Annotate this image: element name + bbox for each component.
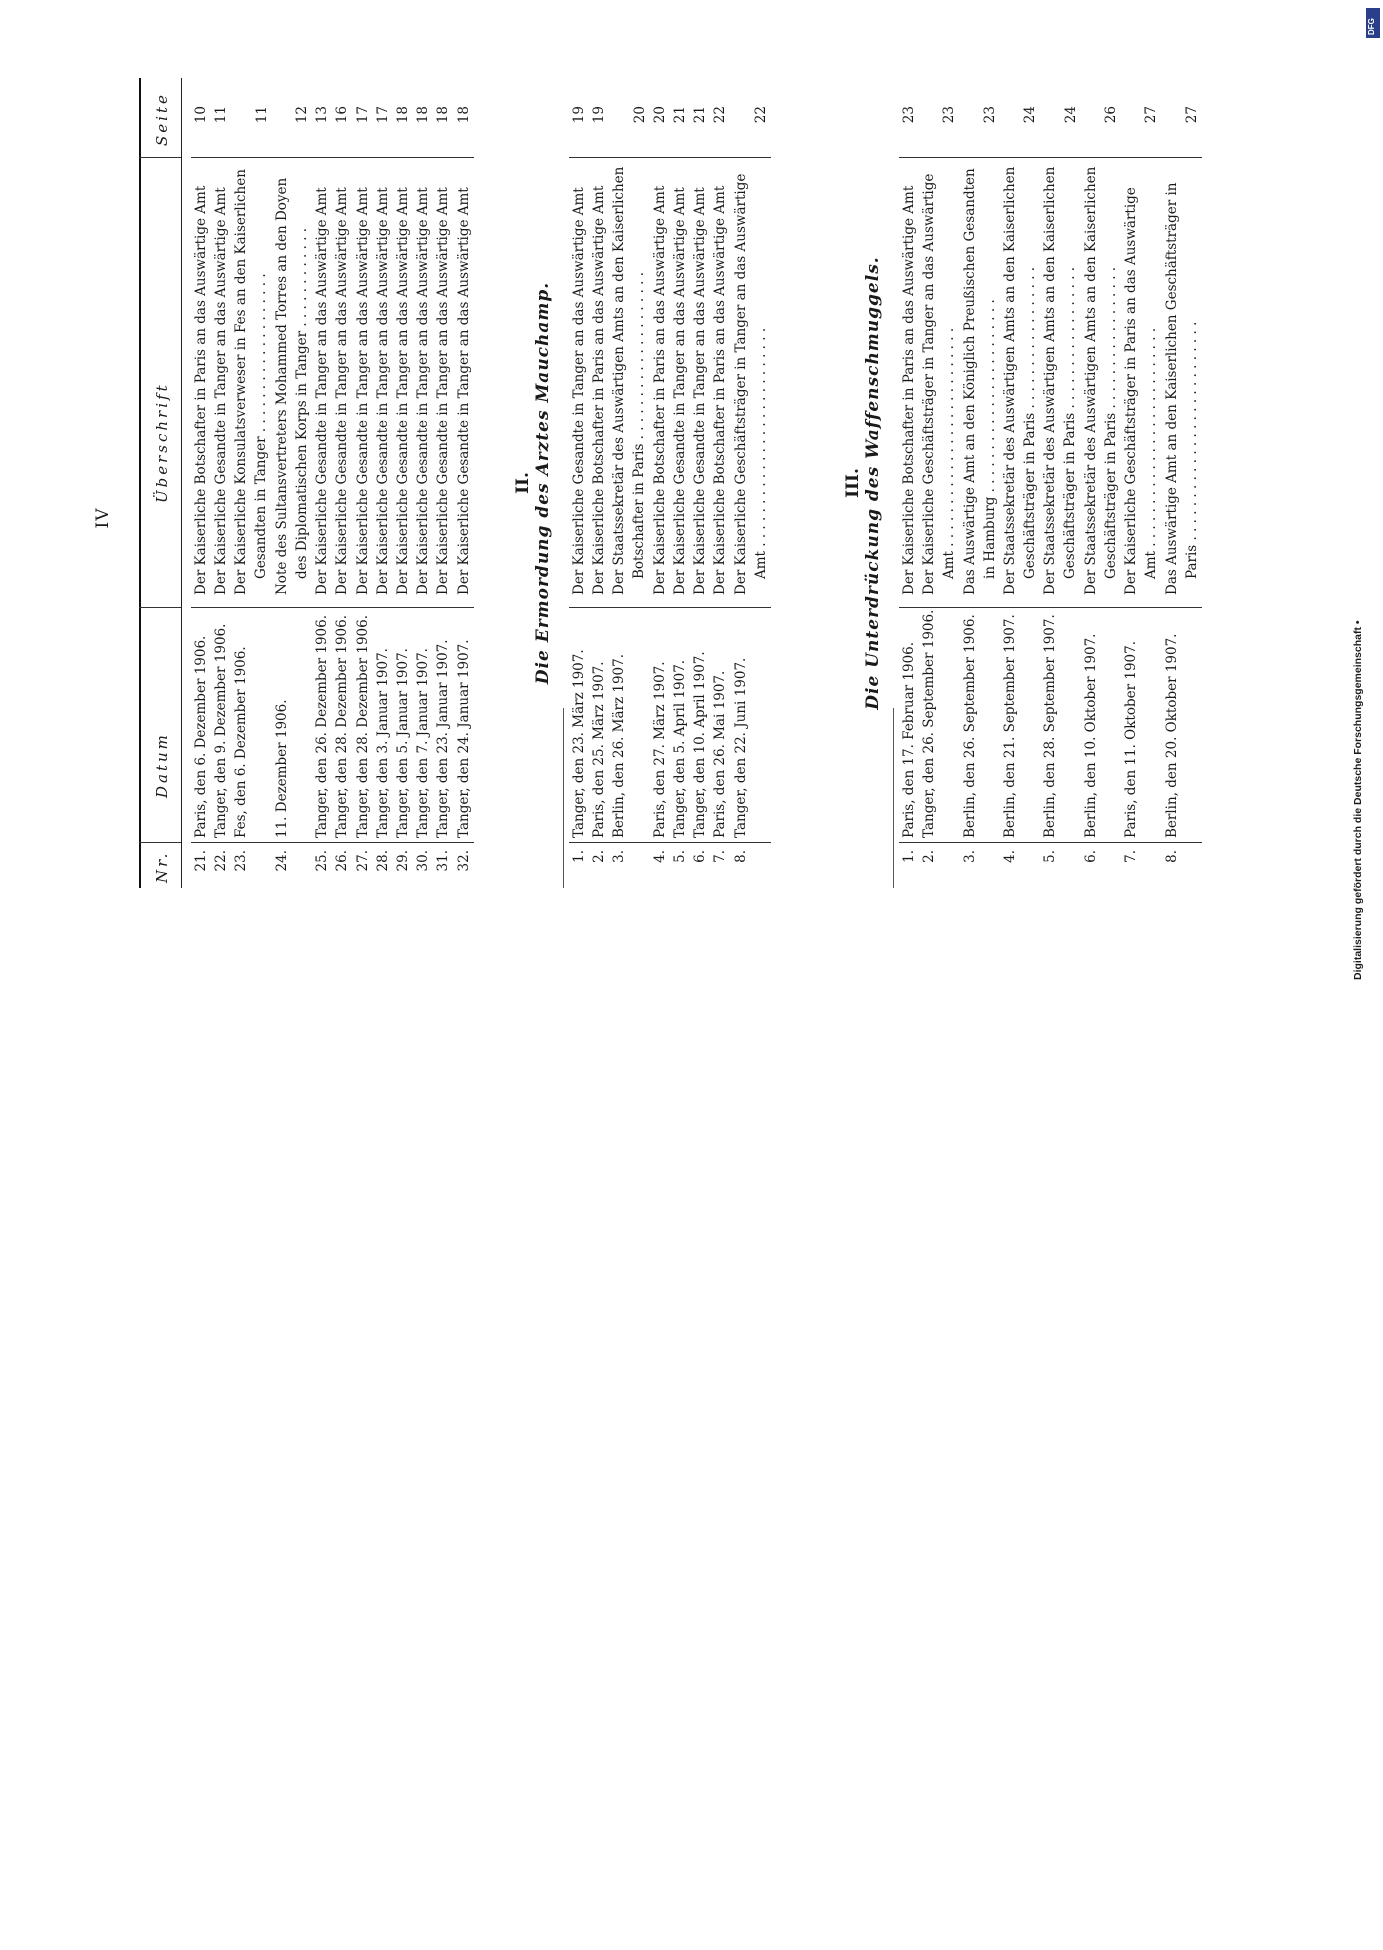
row-heading-line: Der Kaiserliche Gesandte in Tanger an das Auswärtige Amt	[334, 187, 351, 595]
row-page: 20	[631, 106, 648, 124]
row-page: 11	[213, 106, 230, 124]
row-heading	[1121, 165, 1161, 595]
side-note: Digitalisierung gefördert durch die Deutsche Forschungsgemeinschaft •	[1352, 620, 1364, 980]
row-heading	[454, 165, 474, 595]
header-ueberschrift: Überschrift	[153, 382, 171, 503]
row-date: Paris, den 11. Oktober 1907.	[1123, 640, 1140, 838]
row-heading	[1000, 165, 1040, 595]
row-heading-line: Der Staatssekretär des Auswärtigen Amts an den Kaiserlichen	[611, 166, 628, 595]
row-date: Fes, den 6. Dezember 1906.	[233, 646, 250, 838]
row-heading	[670, 165, 690, 595]
row-heading-line: Der Kaiserliche Gesandte in Tanger an das Auswärtige Amt	[435, 187, 452, 595]
row-heading	[899, 165, 919, 595]
row-heading	[312, 165, 332, 595]
row-heading-line: Der Kaiserliche Gesandte in Tanger an das Auswärtige Amt	[571, 187, 587, 595]
row-date: Tanger, den 22. Juni 1907.	[732, 657, 749, 838]
row-heading-line: Geschäftsträger in Paris . . . . . . . . . . . . . . . . .	[1062, 266, 1079, 579]
row-date: Berlin, den 20. Oktober 1907.	[1163, 633, 1180, 838]
row-page: 23	[941, 106, 958, 124]
header-seite: Seite	[153, 92, 171, 146]
column-divider	[899, 157, 1202, 158]
row-heading-line: Amt . . . . . . . . . . . . . . . . . . . . . . . . . .	[941, 327, 958, 579]
row-page: 17	[374, 106, 391, 124]
row-date: Tanger, den 26. Dezember 1906.	[314, 614, 331, 838]
row-number: 4.	[651, 850, 668, 863]
row-page: 18	[395, 106, 411, 124]
row-page: 21	[692, 106, 709, 124]
row-page: 19	[591, 106, 608, 124]
row-heading-line: Der Staatssekretär des Auswärtigen Amts an den Kaiserlichen	[1082, 166, 1099, 595]
header-top-rule	[139, 78, 141, 888]
row-heading	[1081, 165, 1121, 595]
column-divider	[191, 842, 474, 843]
row-number: 2.	[591, 850, 608, 863]
row-heading	[191, 165, 211, 595]
column-divider	[899, 842, 1202, 843]
row-date: Berlin, den 21. September 1907.	[1002, 614, 1018, 838]
column-divider	[191, 607, 474, 608]
row-page: 11	[253, 106, 270, 124]
row-heading-line: Der Kaiserliche Geschäftsträger in Tanger an das Auswärtige	[921, 173, 938, 595]
row-heading	[1040, 165, 1080, 595]
row-page: 26	[1102, 106, 1119, 124]
row-page: 17	[354, 106, 371, 124]
row-heading	[690, 165, 710, 595]
row-page: 13	[314, 106, 331, 124]
row-heading-line: Amt . . . . . . . . . . . . . . . . . . . . . . . . . .	[1143, 327, 1160, 579]
header-bottom-rule	[181, 78, 182, 888]
column-divider	[569, 842, 771, 843]
row-page: 27	[1143, 106, 1160, 124]
row-heading	[609, 165, 649, 595]
row-heading	[710, 165, 730, 595]
row-heading-line: Der Kaiserliche Konsulatsverweser in Fes an den Kaiserlichen	[233, 169, 250, 595]
row-number: 3.	[611, 850, 628, 863]
row-heading-line: Der Kaiserliche Gesandte in Tanger an das Auswärtige Amt	[374, 187, 391, 595]
row-heading	[393, 165, 413, 595]
row-heading-line: Der Kaiserliche Gesandte in Tanger an das Auswärtige Amt	[354, 187, 371, 595]
row-heading-line: Der Staatssekretär des Auswärtigen Amts an den Kaiserlichen	[1002, 166, 1018, 595]
section-roman: III.	[843, 468, 863, 498]
row-page: 12	[293, 106, 310, 124]
row-page: 20	[651, 106, 668, 124]
row-heading	[413, 165, 433, 595]
row-date: Tanger, den 9. Dezember 1906.	[213, 623, 230, 838]
header-divider	[139, 157, 181, 158]
row-page: 18	[415, 106, 432, 124]
rotated-document-page	[95, 78, 1230, 958]
row-number: 7.	[1123, 850, 1140, 863]
row-heading-line: Der Kaiserliche Geschäftsträger in Tanger an das Auswärtige	[732, 173, 749, 595]
section-title: Die Unterdrückung des Waffenschmuggels.	[863, 256, 883, 710]
row-page: 21	[672, 106, 688, 124]
row-page: 10	[193, 106, 209, 124]
row-heading	[231, 165, 271, 595]
row-date: Paris, den 17. Februar 1906.	[901, 641, 917, 838]
row-number: 26.	[334, 850, 351, 872]
section-heading	[513, 78, 553, 888]
section-heading	[843, 78, 883, 888]
row-page: 24	[1022, 106, 1039, 124]
row-number: 3.	[961, 850, 978, 863]
row-heading-line: Der Kaiserliche Gesandte in Tanger an das Auswärtige Amt	[455, 187, 472, 595]
row-number: 8.	[732, 850, 749, 863]
row-heading-line: Der Kaiserliche Gesandte in Tanger an das Auswärtige Amt	[692, 187, 709, 595]
header-divider	[139, 607, 181, 608]
row-number: 6.	[692, 850, 709, 863]
row-number: 6.	[1082, 850, 1099, 863]
row-date: Paris, den 26. Mai 1907.	[712, 670, 729, 838]
row-number: 5.	[1042, 850, 1059, 863]
row-date: Tanger, den 5. April 1907.	[672, 659, 688, 838]
row-heading	[353, 165, 373, 595]
row-heading-line: Botschafter in Paris . . . . . . . . . . . . . . . . . . . .	[631, 271, 648, 579]
row-date: Berlin, den 26. März 1907.	[611, 653, 628, 838]
row-heading-line: Der Kaiserliche Botschafter in Paris an das Auswärtige Amt	[712, 185, 729, 595]
dfg-logo: DFG	[1366, 8, 1380, 38]
row-page: 18	[455, 106, 472, 124]
row-heading	[1162, 165, 1202, 595]
row-heading	[373, 165, 393, 595]
row-heading-line: Geschäftsträger in Paris . . . . . . . . . . . . . . . . .	[1102, 266, 1119, 579]
page-number: IV	[93, 507, 113, 529]
row-heading-line: Das Auswärtige Amt an den Königlich Preußischen Gesandten	[961, 168, 978, 595]
row-number: 29.	[395, 850, 411, 872]
row-heading	[731, 165, 771, 595]
row-heading	[919, 165, 959, 595]
row-heading-line: Der Kaiserliche Botschafter in Paris an das Auswärtige Amt	[591, 185, 608, 595]
row-date: Berlin, den 26. September 1906.	[961, 614, 978, 838]
row-date: Paris, den 27. März 1907.	[651, 661, 668, 838]
row-heading-line: in Hamburg . . . . . . . . . . . . . . . . . . . . . . .	[981, 299, 998, 579]
row-page: 18	[435, 106, 452, 124]
row-heading-line: Geschäftsträger in Paris . . . . . . . . . . . . . . . . .	[1022, 266, 1038, 579]
row-heading-line: Der Kaiserliche Geschäftsträger in Paris an das Auswärtige	[1123, 187, 1140, 595]
row-date: Paris, den 25. März 1907.	[591, 661, 608, 838]
row-number: 7.	[712, 850, 729, 863]
section-roman: II.	[513, 472, 533, 494]
row-heading	[650, 165, 670, 595]
header-divider	[139, 842, 181, 843]
row-number: 30.	[415, 850, 432, 872]
row-page: 27	[1183, 106, 1200, 124]
row-heading	[211, 165, 231, 595]
row-date: Tanger, den 28. Dezember 1906.	[354, 614, 371, 838]
section-rule	[893, 708, 894, 888]
row-heading	[433, 165, 453, 595]
column-divider	[569, 157, 771, 158]
row-heading	[960, 165, 1000, 595]
row-heading-line: Der Kaiserliche Gesandte in Tanger an das Auswärtige Amt	[415, 187, 432, 595]
row-number: 24.	[273, 850, 290, 872]
row-date: Tanger, den 7. Januar 1907.	[415, 648, 432, 838]
row-heading-line: Der Kaiserliche Botschafter in Paris an das Auswärtige Amt	[901, 185, 917, 595]
row-heading	[589, 165, 609, 595]
row-number: 2.	[921, 850, 938, 863]
row-page: 16	[334, 106, 351, 124]
row-heading-line: Der Kaiserliche Gesandte in Tanger an das Auswärtige Amt	[672, 187, 688, 595]
row-number: 4.	[1002, 850, 1018, 863]
row-heading-line: Der Kaiserliche Botschafter in Paris an das Auswärtige Amt	[651, 185, 668, 595]
row-page: 19	[571, 106, 587, 124]
row-number: 8.	[1163, 850, 1180, 863]
row-number: 28.	[374, 850, 391, 872]
row-heading	[569, 165, 589, 595]
row-date: Tanger, den 24. Januar 1907.	[455, 639, 472, 838]
row-number: 5.	[672, 850, 688, 863]
row-heading-line: Das Auswärtige Amt an den Kaiserlichen Geschäftsträger in	[1163, 182, 1180, 595]
row-date: Tanger, den 23. Januar 1907.	[435, 639, 452, 838]
row-heading-line: Der Staatssekretär des Auswärtigen Amts an den Kaiserlichen	[1042, 166, 1059, 595]
section-title: Die Ermordung des Arztes Mauchamp.	[533, 281, 553, 685]
row-heading-line: Der Kaiserliche Gesandte in Tanger an das Auswärtige Amt	[395, 187, 411, 595]
column-divider	[899, 607, 1202, 608]
row-date: Tanger, den 10. April 1907.	[692, 651, 709, 838]
row-heading	[272, 165, 312, 595]
row-number: 32.	[455, 850, 472, 872]
row-heading-line: Note des Sultansvertreters Mohammed Torres an den Doyen	[273, 177, 290, 595]
row-heading-line: des Diplomatischen Korps in Tanger . . . . . . . . . . . .	[293, 227, 310, 579]
row-date: Tanger, den 5. Januar 1907.	[395, 648, 411, 838]
row-page: 23	[901, 106, 917, 124]
row-heading-line: Der Kaiserliche Gesandte in Tanger an das Auswärtige Amt	[314, 187, 331, 595]
header-nr: Nr.	[153, 850, 171, 883]
section-rule	[563, 708, 564, 888]
row-page: 22	[752, 106, 769, 124]
row-number: 23.	[233, 850, 250, 872]
row-page: 22	[712, 106, 729, 124]
row-heading-line: Der Kaiserliche Botschafter in Paris an das Auswärtige Amt	[193, 185, 209, 595]
row-page: 24	[1062, 106, 1079, 124]
row-date: 11. Dezember 1906.	[273, 699, 290, 838]
row-heading-line: Amt . . . . . . . . . . . . . . . . . . . . . . . . . .	[752, 327, 769, 579]
row-number: 1.	[571, 850, 587, 863]
row-page: 23	[981, 106, 998, 124]
row-date: Berlin, den 28. September 1907.	[1042, 614, 1059, 838]
row-heading-line: Paris . . . . . . . . . . . . . . . . . . . . . . . . . .	[1183, 321, 1200, 579]
row-date: Tanger, den 23. März 1907.	[571, 649, 587, 838]
row-date: Tanger, den 26. September 1906.	[921, 609, 938, 838]
row-date: Paris, den 6. Dezember 1906.	[193, 635, 209, 838]
row-date: Tanger, den 28. Dezember 1906.	[334, 614, 351, 838]
row-number: 31.	[435, 850, 452, 872]
row-number: 27.	[354, 850, 371, 872]
row-date: Tanger, den 3. Januar 1907.	[374, 648, 391, 838]
row-number: 25.	[314, 850, 331, 872]
row-number: 22.	[213, 850, 230, 872]
header-datum: Datum	[153, 732, 171, 798]
column-divider	[191, 157, 474, 158]
row-number: 21.	[193, 850, 209, 872]
row-heading-line: Gesandten in Tanger . . . . . . . . . . . . . . . . . . .	[253, 273, 270, 579]
row-heading	[332, 165, 352, 595]
row-heading-line: Der Kaiserliche Gesandte in Tanger an das Auswärtige Amt	[213, 187, 230, 595]
column-divider	[569, 607, 771, 608]
row-date: Berlin, den 10. Oktober 1907.	[1082, 633, 1099, 838]
row-number: 1.	[901, 850, 917, 863]
